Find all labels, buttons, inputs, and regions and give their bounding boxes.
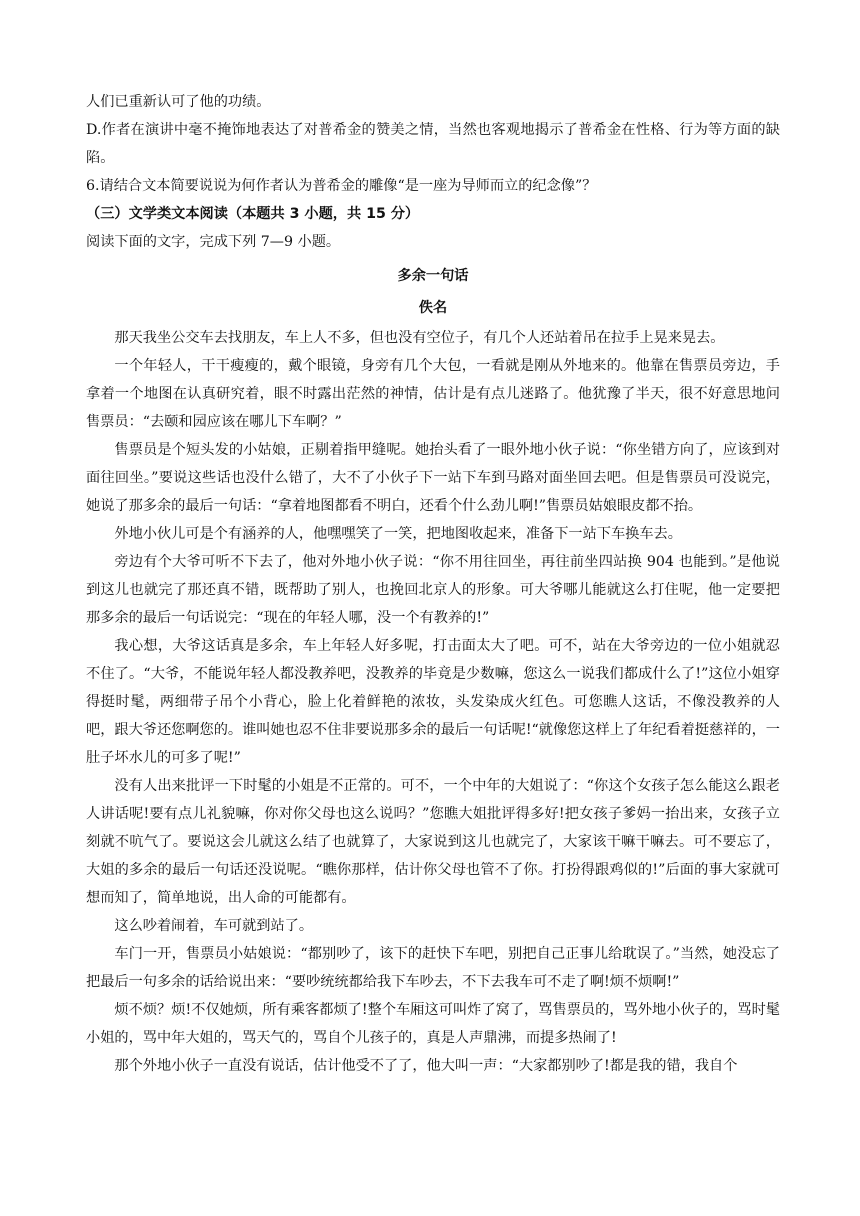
option-d: D.作者在演讲中毫不掩饰地表达了对普希金的赞美之情，当然也客观地揭示了普希金在性格、行为等方面的缺陷。 [86,122,780,166]
article-title: 多余一句话 [397,268,469,284]
paragraph-10: 烦不烦？烦!不仅她烦，所有乘客都烦了!整个车厢这可叫炸了窝了，骂售票员的，骂外地小伙子的，骂时髦小姐的，骂中年大姐的，骂天气的，骂自个儿孩子的，真是人声鼎沸，而提多热闹了! [86,1002,780,1046]
question-6: 6.请结合文本简要说说为何作者认为普希金的雕像“是一座为导师而立的纪念像”？ [86,178,597,194]
paragraph-8: 这么吵着闹着，车可就到站了。 [114,918,314,934]
paragraph-6: 我心想，大爷这话真是多余，车上年轻人好多呢，打击面太大了吧。可不，站在大爷旁边的一位小姐就忍不住了。“大爷，不能说年轻人都没教养吧，没教养的毕竟是少数嘛，您这么一说我们都成什么了!”这位小姐穿得挺时髦，两细带子吊个小背心，脸上化着鲜艳的浓妆，头发染成火红色。可您瞧人这话，不像没教养的人吧，跟大爷还您啊您的。谁叫她也忍不住非要说那多余的最后一句话呢!“就像您这样上了年纪看着挺慈祥的，一肚子坏水儿的可多了呢!” [86,638,780,766]
paragraph-9: 车门一开，售票员小姑娘说：“都别吵了，该下的赶快下车吧，别把自己正事儿给耽误了。”当然，她没忘了把最后一句多余的话给说出来：“要吵统统都给我下车吵去，不下去我车可不走了啊!烦不烦啊!” [86,946,780,990]
paragraph-4: 外地小伙儿可是个有涵养的人，他嘿嘿笑了一笑，把地图收起来，准备下一站下车换车去。 [114,526,682,542]
paragraph-7: 没有人出来批评一下时髦的小姐是不正常的。可不，一个中年的大姐说了：“你这个女孩子怎么能这么跟老人讲话呢!要有点儿礼貌嘛，你对你父母也这么说吗？”您瞧大姐批评得多好!把女孩子爹妈一抬出来，女孩子立刻就不吭气了。要说这会儿就这么结了也就算了，大家说到这儿也就完了，大家该干嘛干嘛去。可不要忘了，大姐的多余的最后一句话还没说呢。“瞧你那样，估计你父母也管不了你。打扮得跟鸡似的!”后面的事大家就可想而知了，简单地说，出人命的可能都有。 [86,778,780,906]
paragraph-5: 旁边有个大爷可听不下去了，他对外地小伙子说：“你不用往回坐，再往前坐四站换 904 也能到。”是他说到这儿也就完了那还真不错，既帮助了别人，也挽回北京人的形象。可大爷哪儿能就这么打住呢，他一定要把那多余的最后一句话说完：“现在的年轻人哪，没一个有教养的!” [86,554,780,626]
reading-instruction: 阅读下面的文字，完成下列 7—9 小题。 [86,234,341,250]
previous-answer-continuation: 人们已重新认可了他的功绩。 [86,94,271,110]
paragraph-11: 那个外地小伙子一直没有说话，估计他受不了了，他大叫一声：“大家都别吵了!都是我的错，我自个 [114,1058,738,1074]
paragraph-1: 那天我坐公交车去找朋友，车上人不多，但也没有空位子，有几个人还站着吊在拉手上晃来晃去。 [114,330,725,346]
document-page [86,88,780,1080]
section-heading: （三）文学类文本阅读（本题共 3 小题，共 15 分） [86,206,420,222]
paragraph-2: 一个年轻人，干干瘦瘦的，戴个眼镜，身旁有几个大包，一看就是刚从外地来的。他靠在售票员旁边，手拿着一个地图在认真研究着，眼不时露出茫然的神情，估计是有点儿迷路了。他犹豫了半天，很不好意思地问售票员：“去颐和园应该在哪儿下车啊？” [86,358,780,430]
article-author: 佚名 [418,300,448,316]
paragraph-3: 售票员是个短头发的小姑娘，正剔着指甲缝呢。她抬头看了一眼外地小伙子说：“你坐错方向了，应该到对面往回坐。”要说这些话也没什么错了，大不了小伙子下一站下车到马路对面坐回去吧。但是售票员可没说完，她说了那多余的最后一句话：“拿着地图都看不明白，还看个什么劲儿啊!”售票员姑娘眼皮都不抬。 [86,442,780,514]
